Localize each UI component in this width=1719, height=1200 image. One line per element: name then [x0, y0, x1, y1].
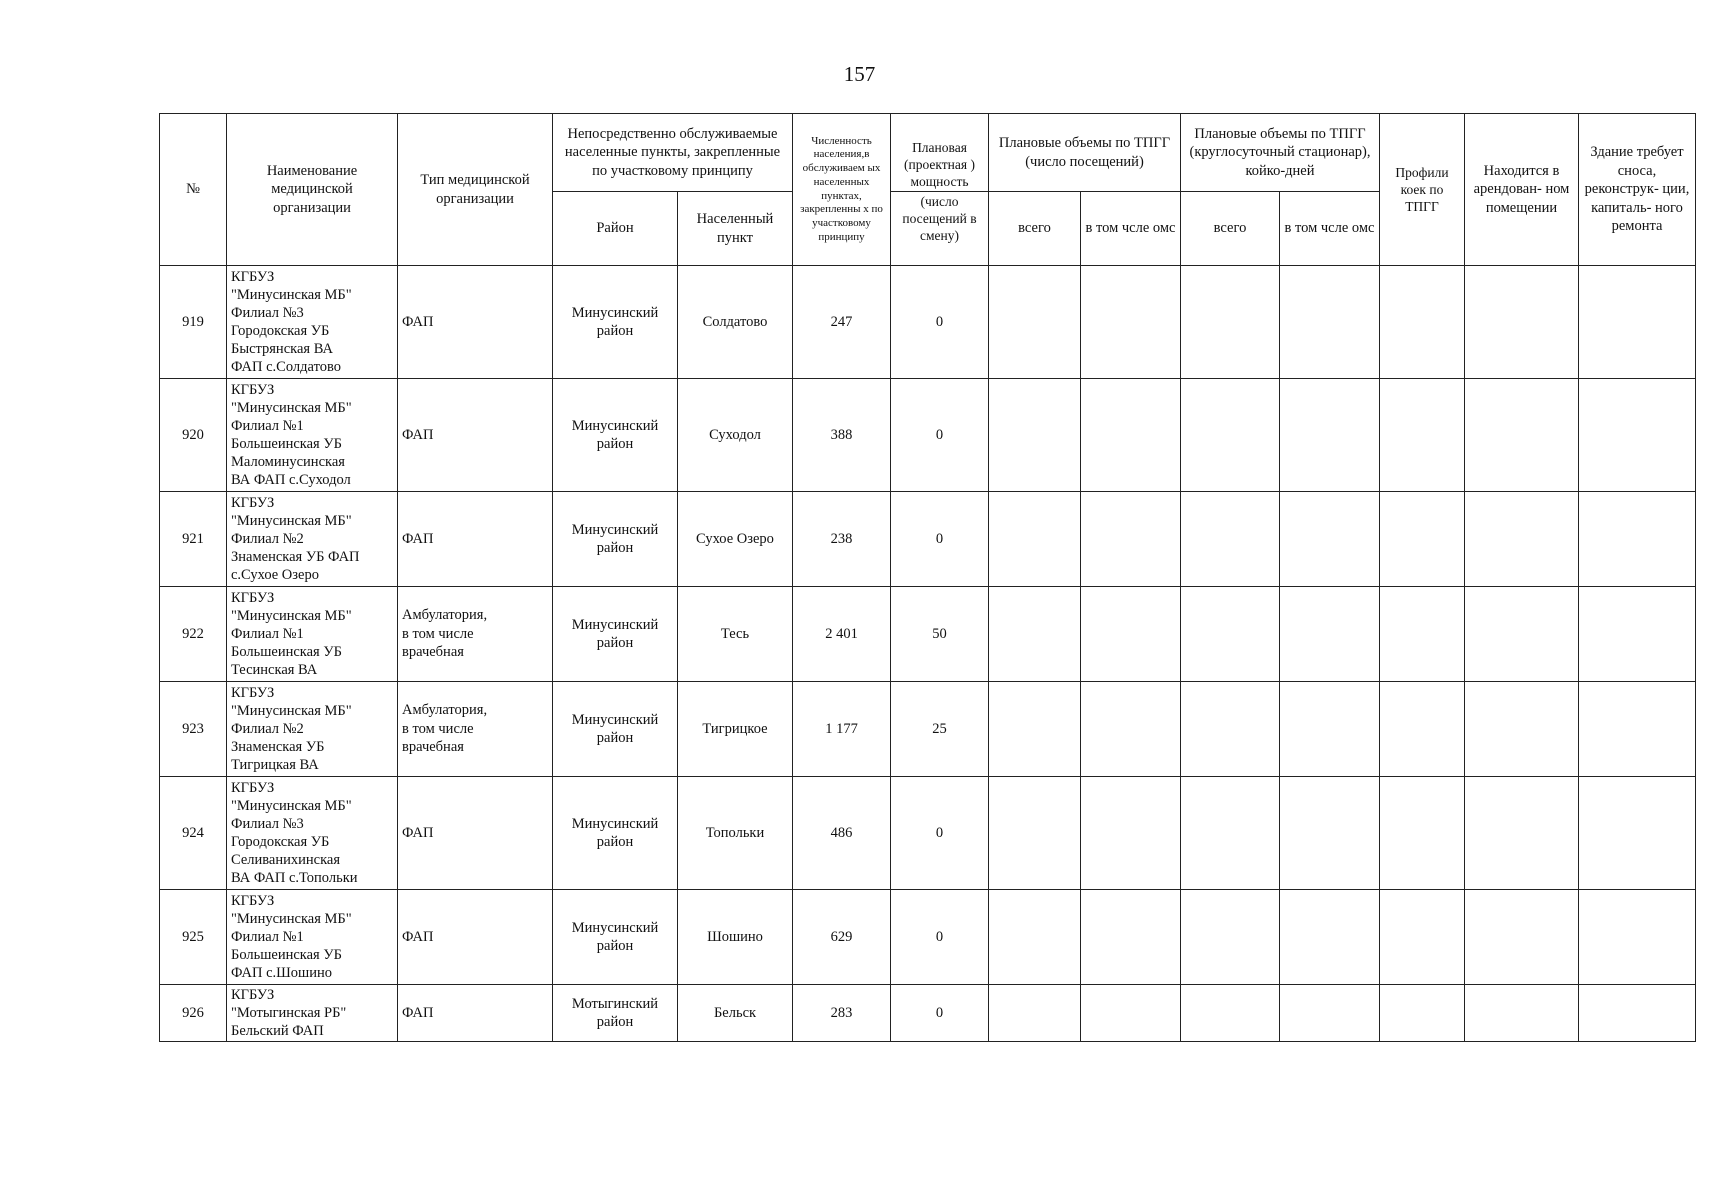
building-repair-cell: [1579, 266, 1696, 379]
visits-total-cell: [989, 890, 1081, 985]
header-hospital-oms: в том чсле омс: [1280, 192, 1380, 266]
table-row: [160, 379, 1696, 492]
capacity-cell: 0: [891, 266, 989, 379]
population-cell: 247: [793, 266, 891, 379]
visits-total-cell: [989, 379, 1081, 492]
population-cell: 629: [793, 890, 891, 985]
header-tpgg-hospital: Плановые объемы по ТПГГ (круглосуточный стационар), койко-дней: [1181, 114, 1380, 192]
type-line: ФАП: [402, 530, 434, 547]
org-name-cell: [227, 777, 398, 890]
row-number: 921: [160, 492, 227, 587]
org-name-line: КГБУЗ: [231, 987, 275, 1003]
table-row: [160, 777, 1696, 890]
page-number: 157: [843, 62, 876, 86]
bed-profiles-cell: [1380, 682, 1465, 777]
district-cell: Минусинский район: [553, 492, 678, 587]
population-cell: 1 177: [793, 682, 891, 777]
org-name-line: ВА ФАП с.Суходол: [231, 472, 351, 489]
visits-total-cell: [989, 492, 1081, 587]
org-name-line: Знаменская УБ: [231, 739, 325, 756]
header-district: Район: [553, 192, 678, 266]
district-cell: Минусинский район: [553, 379, 678, 492]
org-name-line: Филиал №1: [231, 625, 304, 642]
header-capacity: Плановая (проектная ) мощность: [891, 114, 989, 192]
org-name-line: КГБУЗ: [231, 494, 275, 511]
visits-oms-cell: [1081, 379, 1181, 492]
org-name-line: ФАП с.Солдатово: [231, 359, 341, 376]
bed-profiles-cell: [1380, 266, 1465, 379]
table-header: [160, 114, 1696, 266]
table-body: [160, 266, 1696, 1042]
org-type-cell: [398, 266, 553, 379]
header-org-name: Наименование медицинской организации: [227, 114, 398, 266]
org-type-cell: [398, 682, 553, 777]
org-name-line: Тигрицкая ВА: [231, 757, 319, 774]
org-name-line: "Мотыгинская РБ": [231, 1005, 347, 1022]
visits-oms-cell: [1081, 492, 1181, 587]
capacity-cell: 0: [891, 379, 989, 492]
locality-cell: Солдатово: [678, 266, 793, 379]
capacity-cell: 25: [891, 682, 989, 777]
org-type-cell: [398, 985, 553, 1042]
org-name-line: "Минусинская МБ": [231, 702, 352, 719]
org-name-line: Городокская УБ: [231, 323, 330, 339]
org-name-line: Городокская УБ: [231, 834, 330, 850]
org-name-line: Тесинская ВА: [231, 662, 318, 679]
type-line: ФАП: [402, 824, 434, 841]
org-name-line: с.Сухое Озеро: [231, 567, 319, 584]
type-line: врачебная: [402, 739, 464, 756]
rented-cell: [1465, 985, 1579, 1042]
org-name-line: Большеинская УБ: [231, 436, 342, 452]
header-tpgg-visits: Плановые объемы по ТПГГ (число посещений): [989, 114, 1181, 192]
header-capacity-unit: (число посещений в смену): [891, 192, 989, 266]
district-cell: Минусинский район: [553, 777, 678, 890]
org-name-line: Большеинская УБ: [231, 644, 342, 661]
visits-total-cell: [989, 682, 1081, 777]
building-repair-cell: [1579, 682, 1696, 777]
building-repair-cell: [1579, 985, 1696, 1042]
bed-profiles-cell: [1380, 492, 1465, 587]
row-number: 919: [160, 266, 227, 379]
building-repair-cell: [1579, 777, 1696, 890]
org-name-line: КГБУЗ: [231, 779, 275, 796]
visits-total-cell: [989, 587, 1081, 682]
org-name-line: Филиал №2: [231, 530, 304, 547]
org-name-line: Знаменская УБ ФАП: [231, 549, 360, 566]
type-line: Амбулатория,: [402, 607, 488, 624]
row-number: 926: [160, 985, 227, 1042]
visits-oms-cell: [1081, 587, 1181, 682]
hospital-oms-cell: [1280, 587, 1380, 682]
locality-cell: Тесь: [678, 587, 793, 682]
org-name-line: Филиал №1: [231, 928, 304, 945]
org-name-line: Маломинусинская: [231, 454, 345, 471]
visits-total-cell: [989, 985, 1081, 1042]
building-repair-cell: [1579, 492, 1696, 587]
type-line: врачебная: [402, 644, 464, 661]
type-line: ФАП: [402, 313, 434, 330]
hospital-total-cell: [1181, 682, 1280, 777]
hospital-oms-cell: [1280, 777, 1380, 890]
building-repair-cell: [1579, 379, 1696, 492]
header-hospital-total: всего: [1181, 192, 1280, 266]
capacity-cell: 0: [891, 492, 989, 587]
capacity-cell: 50: [891, 587, 989, 682]
org-name-line: КГБУЗ: [231, 268, 275, 285]
facilities-table: [159, 113, 1696, 1042]
visits-oms-cell: [1081, 985, 1181, 1042]
header-building-repair: Здание требует сноса, реконструк- ции, капиталь- ного ремонта: [1579, 114, 1696, 266]
type-line: ФАП: [402, 928, 434, 945]
capacity-cell: 0: [891, 890, 989, 985]
hospital-oms-cell: [1280, 890, 1380, 985]
org-name-line: "Минусинская МБ": [231, 399, 352, 416]
bed-profiles-cell: [1380, 777, 1465, 890]
header-visits-total: всего: [989, 192, 1081, 266]
org-type-cell: [398, 587, 553, 682]
org-type-cell: [398, 492, 553, 587]
district-cell: Минусинский район: [553, 682, 678, 777]
rented-cell: [1465, 379, 1579, 492]
locality-cell: Топольки: [678, 777, 793, 890]
rented-cell: [1465, 890, 1579, 985]
visits-total-cell: [989, 266, 1081, 379]
locality-cell: Тигрицкое: [678, 682, 793, 777]
visits-total-cell: [989, 777, 1081, 890]
org-name-cell: [227, 587, 398, 682]
header-org-type: Тип медицинской организации: [398, 114, 553, 266]
org-name-line: Филиал №1: [231, 417, 304, 434]
bed-profiles-cell: [1380, 587, 1465, 682]
org-name-line: Филиал №3: [231, 304, 304, 321]
rented-cell: [1465, 266, 1579, 379]
org-name-cell: [227, 682, 398, 777]
locality-cell: Бельск: [678, 985, 793, 1042]
header-no: №: [160, 114, 227, 266]
bed-profiles-cell: [1380, 985, 1465, 1042]
hospital-total-cell: [1181, 985, 1280, 1042]
type-line: в том числе: [402, 720, 474, 737]
org-name-line: Бельский ФАП: [231, 1023, 324, 1040]
rented-cell: [1465, 777, 1579, 890]
population-cell: 486: [793, 777, 891, 890]
building-repair-cell: [1579, 587, 1696, 682]
header-bed-profiles: Профили коек по ТПГГ: [1380, 114, 1465, 266]
org-name-line: Филиал №2: [231, 720, 304, 737]
building-repair-cell: [1579, 890, 1696, 985]
org-type-cell: [398, 777, 553, 890]
population-cell: 283: [793, 985, 891, 1042]
table-row: [160, 587, 1696, 682]
org-name-line: КГБУЗ: [231, 684, 275, 701]
org-name-line: Быстрянская ВА: [231, 341, 333, 358]
org-name-line: "Минусинская МБ": [231, 607, 352, 624]
district-cell: Мотыгинский район: [553, 985, 678, 1042]
capacity-cell: 0: [891, 985, 989, 1042]
org-name-cell: [227, 379, 398, 492]
bed-profiles-cell: [1380, 379, 1465, 492]
org-name-line: Филиал №3: [231, 815, 304, 832]
table-row: [160, 890, 1696, 985]
capacity-cell: 0: [891, 777, 989, 890]
locality-cell: Шошино: [678, 890, 793, 985]
rented-cell: [1465, 492, 1579, 587]
visits-oms-cell: [1081, 777, 1181, 890]
type-line: ФАП: [402, 1004, 434, 1021]
org-name-cell: [227, 890, 398, 985]
org-name-cell: [227, 266, 398, 379]
org-name-line: "Минусинская МБ": [231, 910, 352, 927]
visits-oms-cell: [1081, 890, 1181, 985]
hospital-oms-cell: [1280, 682, 1380, 777]
org-name-line: "Минусинская МБ": [231, 797, 352, 814]
org-name-line: Селиванихинская: [231, 852, 341, 869]
org-name-line: КГБУЗ: [231, 381, 275, 398]
bed-profiles-cell: [1380, 890, 1465, 985]
row-number: 923: [160, 682, 227, 777]
population-cell: 388: [793, 379, 891, 492]
org-name-line: "Минусинская МБ": [231, 512, 352, 529]
org-name-cell: [227, 492, 398, 587]
hospital-oms-cell: [1280, 266, 1380, 379]
org-type-cell: [398, 890, 553, 985]
org-name-line: КГБУЗ: [231, 589, 275, 606]
header-rented: Находится в арендован- ном помещении: [1465, 114, 1579, 266]
type-line: ФАП: [402, 426, 434, 443]
district-cell: Минусинский район: [553, 587, 678, 682]
district-cell: Минусинский район: [553, 266, 678, 379]
org-name-line: Большеинская УБ: [231, 947, 342, 964]
hospital-total-cell: [1181, 266, 1280, 379]
org-name-cell: [227, 985, 398, 1042]
header-population: Численность населения,в обслуживаем ых населенных пунктах, закрепленны х по участковому принципу: [793, 114, 891, 266]
hospital-total-cell: [1181, 890, 1280, 985]
hospital-total-cell: [1181, 379, 1280, 492]
population-cell: 2 401: [793, 587, 891, 682]
header-locality: Населенный пункт: [678, 192, 793, 266]
table-row: [160, 266, 1696, 379]
table-row: [160, 682, 1696, 777]
table-row: [160, 985, 1696, 1042]
locality-cell: Сухое Озеро: [678, 492, 793, 587]
hospital-oms-cell: [1280, 985, 1380, 1042]
row-number: 920: [160, 379, 227, 492]
org-name-line: КГБУЗ: [231, 892, 275, 909]
hospital-oms-cell: [1280, 492, 1380, 587]
row-number: 924: [160, 777, 227, 890]
type-line: Амбулатория,: [402, 702, 488, 719]
org-name-line: "Минусинская МБ": [231, 286, 352, 303]
visits-oms-cell: [1081, 266, 1181, 379]
hospital-total-cell: [1181, 492, 1280, 587]
district-cell: Минусинский район: [553, 890, 678, 985]
visits-oms-cell: [1081, 682, 1181, 777]
locality-cell: Суходол: [678, 379, 793, 492]
type-line: в том числе: [402, 625, 474, 642]
hospital-total-cell: [1181, 587, 1280, 682]
org-name-line: ВА ФАП с.Топольки: [231, 870, 358, 887]
row-number: 925: [160, 890, 227, 985]
hospital-oms-cell: [1280, 379, 1380, 492]
rented-cell: [1465, 587, 1579, 682]
hospital-total-cell: [1181, 777, 1280, 890]
table-row: [160, 492, 1696, 587]
header-served-localities: Непосредственно обслуживаемые населенные пункты, закрепленные по участковому принципу: [553, 114, 793, 192]
population-cell: 238: [793, 492, 891, 587]
org-type-cell: [398, 379, 553, 492]
row-number: 922: [160, 587, 227, 682]
rented-cell: [1465, 682, 1579, 777]
org-name-line: ФАП с.Шошино: [231, 965, 332, 982]
header-visits-oms: в том чсле омс: [1081, 192, 1181, 266]
